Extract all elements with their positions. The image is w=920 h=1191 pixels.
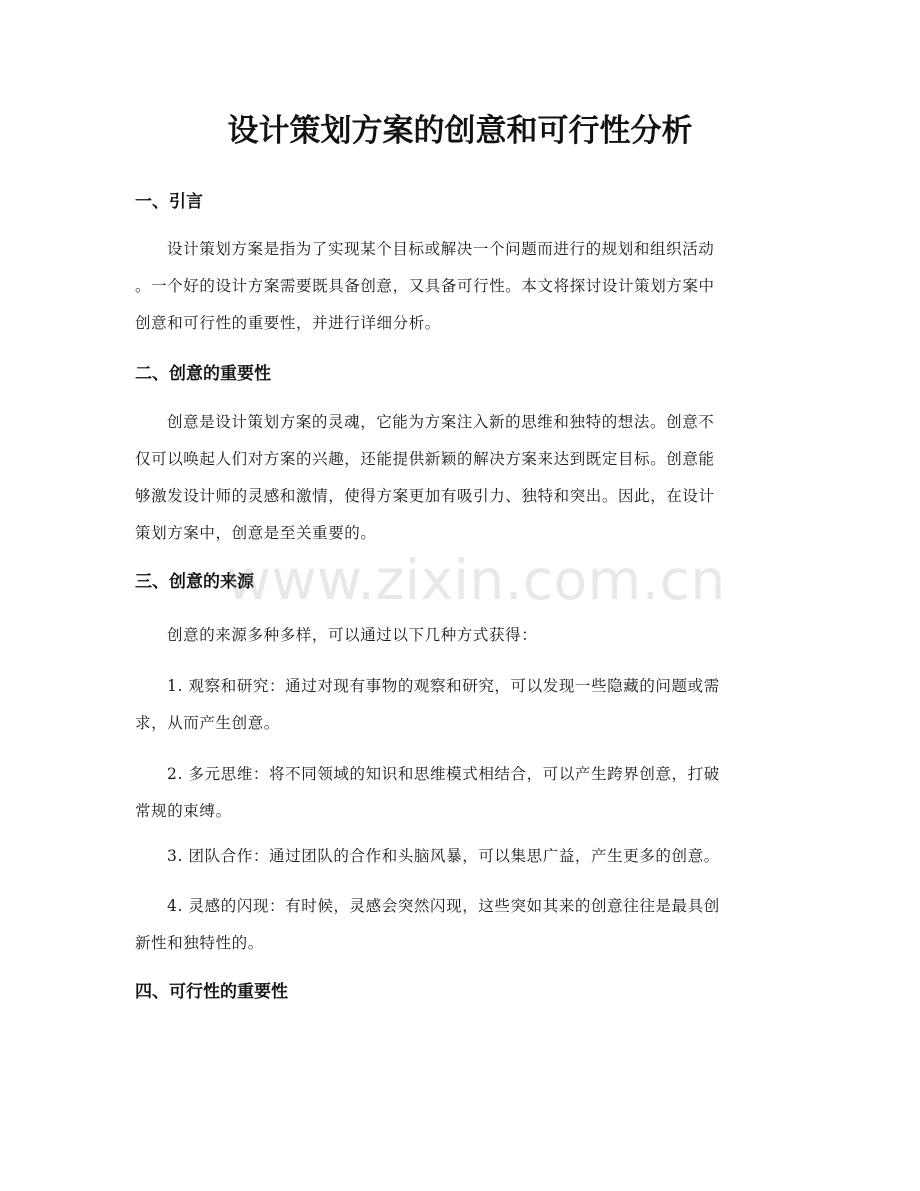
paragraph-line: 2. 多元思维：将不同领域的知识和思维模式相结合，可以产生跨界创意，打破 — [167, 765, 720, 783]
paragraph-line: 策划方案中，创意是至关重要的。 — [135, 524, 377, 542]
paragraph-sources-intro — [135, 617, 785, 654]
paragraph-line: 创意和可行性的重要性，并进行详细分析。 — [135, 314, 441, 332]
paragraph-line: 1. 观察和研究：通过对现有事物的观察和研究，可以发现一些隐藏的问题或需 — [167, 677, 720, 695]
paragraph-line: 创意的来源多种多样，可以通过以下几种方式获得： — [167, 626, 538, 644]
watermark: www.zixin.com.cn — [226, 548, 726, 612]
paragraph-line: 仅可以唤起人们对方案的兴趣，还能提供新颖的解决方案来达到既定目标。创意能 — [135, 450, 715, 468]
list-item-teamwork — [135, 838, 785, 875]
paragraph-line: 求，从而产生创意。 — [135, 714, 280, 732]
section-heading-creativity-sources: 三、创意的来源 — [135, 572, 254, 592]
paragraph-line: 3. 团队合作：通过团队的合作和头脑风暴，可以集思广益，产生更多的创意。 — [167, 847, 720, 865]
paragraph-line: 创意是设计策划方案的灵魂，它能为方案注入新的思维和独特的想法。创意不 — [167, 413, 715, 431]
section-heading-feasibility-importance: 四、可行性的重要性 — [135, 982, 288, 1002]
list-item-diverse-thinking — [135, 756, 785, 830]
list-item-inspiration — [135, 888, 785, 962]
paragraph-line: 。一个好的设计方案需要既具备创意，又具备可行性。本文将探讨设计策划方案中 — [135, 277, 715, 295]
section-heading-intro: 一、引言 — [135, 192, 203, 212]
section-heading-creativity-importance: 二、创意的重要性 — [135, 364, 271, 384]
paragraph-line: 常规的束缚。 — [135, 802, 232, 820]
paragraph-line: 新性和独特性的。 — [135, 934, 264, 952]
paragraph-creativity-importance — [135, 404, 785, 552]
list-item-observation — [135, 668, 785, 742]
document-title: 设计策划方案的创意和可行性分析 — [227, 113, 693, 149]
paragraph-line: 4. 灵感的闪现：有时候，灵感会突然闪现，这些突如其来的创意往往是最具创 — [167, 897, 720, 915]
paragraph-line: 够激发设计师的灵感和激情，使得方案更加有吸引力、独特和突出。因此，在设计 — [135, 487, 715, 505]
paragraph-intro — [135, 231, 785, 342]
paragraph-line: 设计策划方案是指为了实现某个目标或解决一个问题而进行的规划和组织活动 — [167, 240, 715, 258]
